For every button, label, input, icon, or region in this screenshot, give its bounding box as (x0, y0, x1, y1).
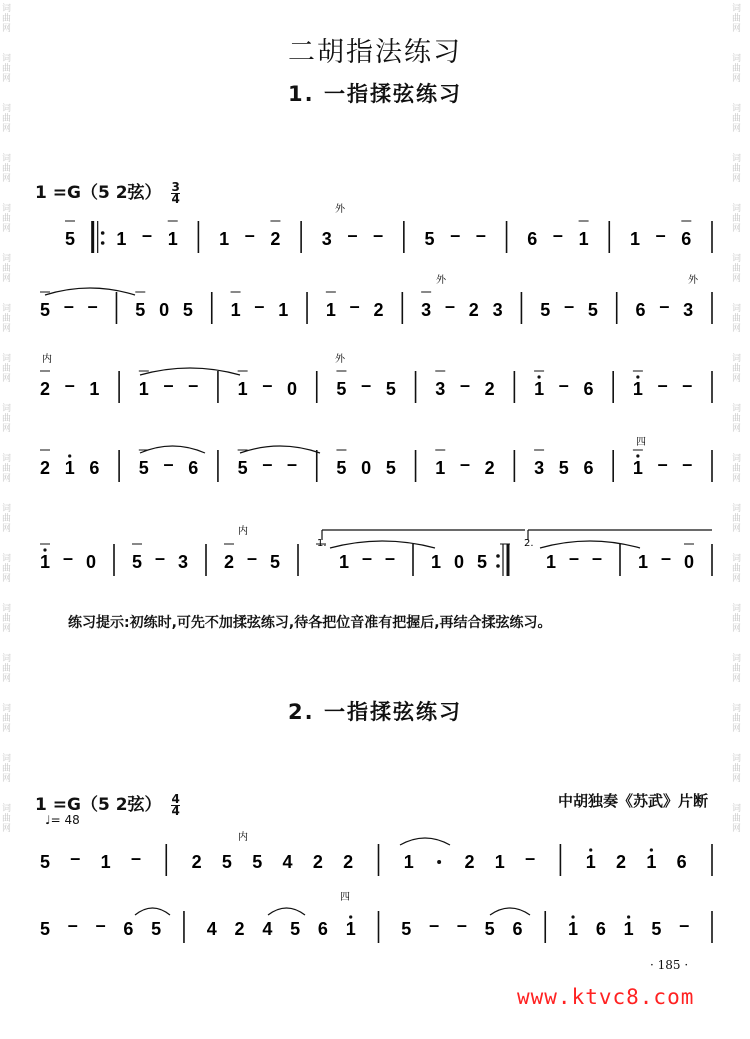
s1-r2-t3-dash: – (87, 296, 98, 316)
s1-finger-mark-2: 外 (688, 275, 698, 286)
s2-tie-d (490, 908, 530, 915)
s1-r1-t4-dash: – (142, 225, 153, 245)
s2-r1-t21-high-dot (650, 848, 653, 851)
s2-r2-t18-note: 6 (512, 919, 523, 939)
s1-r1-t8-dash: – (244, 225, 255, 245)
s1-r5-t13-volta-label: 1. (317, 538, 327, 549)
s1-tie-d (240, 446, 320, 453)
s1-r5-t28-dash: – (660, 548, 672, 568)
s2-r2-t24-dash: – (679, 915, 690, 935)
s1-r5-t18-note: 1 (430, 552, 442, 572)
watermark-left: 词 曲 网 词 曲 网 词 曲 网 词 曲 网 词 曲 网 词 曲 网 词 曲 网 词 曲 网 词 曲 网 词 曲 网 词 曲 网 词 曲 网 词 曲 网 词 曲 网 词 曲 网 词 曲 网 词 曲 网 (2, 4, 12, 834)
s1-r2-t24-note: 5 (587, 300, 598, 320)
s2-r2-t1-note: 5 (39, 919, 51, 939)
s1-r4-t27-dash: – (682, 454, 693, 474)
s2-r1-t11-note: 2 (343, 852, 354, 872)
s1-r3-t6-dash: – (163, 375, 174, 395)
s1-r3-t26-dash: – (657, 375, 668, 395)
s1-r4-t25-note-high: 1 (632, 458, 643, 478)
s1-r3-t2-dash: – (64, 375, 75, 395)
s1-r5-t16-dash: – (384, 548, 396, 568)
s1-r3-t25-note-high: 1 (632, 379, 643, 399)
s1-r4-t17-note: 1 (435, 458, 446, 478)
s1-r4-t23-note: 6 (583, 458, 594, 478)
s1-tie-f (540, 541, 640, 548)
s1-r5-t9-note: 2 (223, 552, 235, 572)
s2-r1-t19-note-high: 1 (585, 852, 596, 872)
section1-key-text: 1 =G（5 2弦） (35, 183, 162, 203)
s1-r2-t2-dash: – (63, 296, 74, 316)
s1-r5-t20-note: 5 (476, 552, 488, 572)
s1-r1-t13-dash: – (373, 225, 384, 245)
s2-r2-t11-note: 6 (317, 919, 328, 939)
s1-r2-t18-dash: – (444, 296, 455, 316)
s1-r4-t7-note: 6 (188, 458, 199, 478)
site-watermark: www.ktvc8.com (517, 985, 695, 1009)
s1-r2-t26-note: 6 (635, 300, 646, 320)
s1-r1-t19-note: 6 (527, 229, 538, 249)
s1-r4-t25-high-dot (636, 454, 639, 457)
s1-r2-t1-note: 5 (39, 300, 51, 320)
s1-tie-e (330, 541, 435, 548)
s1-r5-t29-note: 0 (683, 552, 695, 572)
s2-r1-t6-note: 2 (191, 852, 202, 872)
piece-source: 中胡独奏《苏武》片断 (557, 792, 708, 810)
s1-r2-t10-dash: – (254, 296, 265, 316)
s1-finger-mark-4: 外 (335, 354, 345, 365)
s1-r1-t24-dash: – (655, 225, 666, 245)
s1-r1-t9-note: 2 (270, 229, 281, 249)
s1-r1-t2-repeat-dot (101, 241, 105, 245)
s1-r3-t5-note: 1 (138, 379, 149, 399)
s1-r3-t10-dash: – (262, 375, 273, 395)
s2-r1-t10-note: 2 (312, 852, 323, 872)
s1-r2-t6-note: 0 (159, 300, 170, 320)
s1-r3-t22-dash: – (558, 375, 569, 395)
s2-r1-t2-dash: – (70, 848, 81, 868)
s1-r5-t1-high-dot (43, 548, 46, 551)
section2-key-text: 1 =G（5 2弦） (35, 795, 162, 815)
s1-r4-t9-note: 5 (237, 458, 248, 478)
s1-r2-t5-note: 5 (135, 300, 146, 320)
s1-r5-t3-note: 0 (85, 552, 97, 572)
s2-r2-t20-note-high: 1 (568, 919, 579, 939)
s1-r3-t17-note: 3 (435, 379, 446, 399)
s1-r5-t6-dash: – (154, 548, 166, 568)
section2-time-top: 4 (171, 791, 180, 806)
s1-r1-t12-dash: – (347, 225, 358, 245)
s2-tie-a (400, 838, 450, 845)
s1-r1-t7-note: 1 (219, 229, 230, 249)
s1-r5-t10-dash: – (246, 548, 258, 568)
s1-r2-t7-note: 5 (182, 300, 193, 320)
s1-r5-t27-note: 1 (637, 552, 649, 572)
s2-r1-t4-dash: – (130, 848, 141, 868)
s1-finger-mark-5: 内 (238, 526, 248, 537)
s2-r1-t21-note-high: 1 (646, 852, 657, 872)
s1-r3-t15-note: 5 (385, 379, 396, 399)
s1-r1-t16-dash: – (450, 225, 461, 245)
s1-r3-t9-note: 1 (237, 379, 248, 399)
s1-r5-t7-note: 3 (177, 552, 189, 572)
s1-r4-t1-note: 2 (39, 458, 51, 478)
s1-r1-t23-note: 1 (629, 229, 640, 249)
section2-title: 2. 一指揉弦练习 (288, 700, 462, 724)
s1-r3-t3-note: 1 (89, 379, 100, 399)
s1-r3-t21-high-dot (537, 375, 540, 378)
s1-r4-t2-high-dot (68, 454, 71, 457)
s1-r1-t25-note: 6 (681, 229, 692, 249)
s1-r3-t19-note: 2 (484, 379, 495, 399)
s1-finger-mark-3: 内 (42, 354, 52, 365)
s2-r1-t7-note: 5 (221, 852, 232, 872)
s2-r1-t14-dot (437, 860, 441, 864)
s1-r1-t17-dash: – (475, 225, 486, 245)
s1-r4-t5-note: 5 (138, 458, 149, 478)
s2-r1-t15-note: 2 (464, 852, 475, 872)
s1-r5-t11-note: 5 (269, 552, 281, 572)
s2-r2-t23-note: 5 (651, 919, 662, 939)
s2-finger-mark-0: 内 (238, 832, 248, 843)
s1-finger-mark-6: 四 (636, 437, 646, 448)
s1-r5-t21-repeat-dot (496, 554, 500, 558)
s2-finger-mark-1: 四 (340, 892, 350, 903)
s2-r1-t20-note: 2 (616, 852, 627, 872)
s1-r4-t26-dash: – (657, 454, 668, 474)
s1-r4-t21-note: 3 (534, 458, 545, 478)
s1-r4-t10-dash: – (262, 454, 273, 474)
s1-r5-t19-note: 0 (453, 552, 465, 572)
practice-tip: 练习提示:初练时,可先不加揉弦练习,待各把位音准有把握后,再结合揉弦练习。 (68, 615, 552, 631)
s1-r1-t1-note: 5 (64, 229, 76, 249)
s1-finger-mark-0: 外 (335, 204, 345, 215)
s2-r2-t4-note: 6 (123, 919, 134, 939)
s1-r5-t25-dash: – (591, 548, 603, 568)
page-number: · 185 · (650, 958, 689, 972)
section1-time-top: 3 (171, 179, 180, 194)
s2-r2-t12-high-dot (349, 915, 352, 918)
s1-r5-t14-note: 1 (338, 552, 350, 572)
s1-r1-t11-note: 3 (321, 229, 332, 249)
s2-r1-t19-high-dot (589, 848, 592, 851)
s2-r2-t20-high-dot (571, 915, 574, 918)
s1-r2-t15-note: 2 (373, 300, 384, 320)
s1-r3-t14-dash: – (361, 375, 372, 395)
s1-finger-mark-1: 外 (436, 275, 446, 286)
s2-r2-t9-note: 4 (262, 919, 273, 939)
s2-r1-t17-dash: – (525, 848, 536, 868)
s1-r3-t27-dash: – (682, 375, 693, 395)
s1-r4-t14-note: 0 (361, 458, 372, 478)
s1-tie-c (140, 446, 205, 453)
s2-r2-t17-note: 5 (484, 919, 495, 939)
s1-r3-t25-high-dot (636, 375, 639, 378)
s2-r2-t14-note: 5 (401, 919, 412, 939)
s1-r2-t17-note: 3 (421, 300, 432, 320)
s1-r5-t21-repeat-dot (496, 564, 500, 568)
tempo-marking: ♩= 48 (45, 813, 80, 827)
s1-r4-t22-note: 5 (558, 458, 569, 478)
s1-r5-t15-dash: – (361, 548, 373, 568)
s1-r3-t7-dash: – (188, 375, 199, 395)
s2-r1-t1-note: 5 (39, 852, 51, 872)
s1-r2-t28-note: 3 (683, 300, 694, 320)
section1-title: 1. 一指揉弦练习 (288, 82, 462, 106)
s1-r5-t23-note: 1 (545, 552, 557, 572)
s1-r2-t23-dash: – (564, 296, 575, 316)
s1-r4-t13-note: 5 (336, 458, 347, 478)
s2-r1-t9-note: 4 (282, 852, 293, 872)
s2-r2-t12-note-high: 1 (345, 919, 356, 939)
s1-r4-t6-dash: – (163, 454, 174, 474)
s1-r1-t21-note: 1 (578, 229, 589, 249)
s2-r2-t15-dash: – (429, 915, 440, 935)
s1-r1-t15-note: 5 (424, 229, 435, 249)
s1-r2-t19-note: 2 (468, 300, 479, 320)
s2-r1-t13-note: 1 (403, 852, 414, 872)
s1-r2-t27-dash: – (659, 296, 670, 316)
section2-time-bottom: 4 (171, 803, 180, 818)
s1-r3-t21-note-high: 1 (534, 379, 545, 399)
s1-r2-t11-note: 1 (278, 300, 289, 320)
s2-r2-t10-note: 5 (290, 919, 301, 939)
s1-r4-t11-dash: – (287, 454, 298, 474)
s1-r1-t5-note: 1 (167, 229, 178, 249)
s1-r3-t11-note: 0 (287, 379, 298, 399)
watermark-right: 词 曲 网 词 曲 网 词 曲 网 词 曲 网 词 曲 网 词 曲 网 词 曲 网 词 曲 网 词 曲 网 词 曲 网 词 曲 网 词 曲 网 词 曲 网 词 曲 网 词 曲 网 词 曲 网 词 曲 网 (732, 4, 742, 834)
s1-r5-t22-volta-label: 2. (524, 538, 534, 549)
s2-r2-t22-note-high: 1 (623, 919, 634, 939)
s2-r1-t3-note: 1 (100, 852, 111, 872)
s1-r4-t15-note: 5 (385, 458, 396, 478)
s2-r2-t7-note: 4 (206, 919, 217, 939)
s1-r3-t1-note: 2 (39, 379, 51, 399)
s2-r2-t16-dash: – (456, 915, 467, 935)
s1-r2-t20-note: 3 (492, 300, 503, 320)
s1-r4-t18-dash: – (459, 454, 470, 474)
s1-r2-t22-note: 5 (540, 300, 551, 320)
s1-r1-t3-note: 1 (116, 229, 127, 249)
page-title: 二胡指法练习 (288, 37, 462, 68)
s1-r2-t13-note: 1 (325, 300, 336, 320)
section1-time-bottom: 4 (171, 191, 180, 206)
s1-r1-t2-repeat-dot (101, 231, 105, 235)
s1-r4-t19-note: 2 (484, 458, 495, 478)
s2-r2-t21-note: 6 (595, 919, 606, 939)
s1-r3-t18-dash: – (459, 375, 470, 395)
s2-r2-t8-note: 2 (234, 919, 245, 939)
s2-r1-t8-note: 5 (252, 852, 263, 872)
s1-r2-t9-note: 1 (230, 300, 241, 320)
s1-r5-t24-dash: – (568, 548, 580, 568)
s2-tie-c (268, 908, 305, 915)
s1-r5-t2-dash: – (62, 548, 74, 568)
s2-r2-t2-dash: – (67, 915, 78, 935)
s2-r2-t22-high-dot (627, 915, 630, 918)
s1-r4-t2-note-high: 1 (64, 458, 75, 478)
s1-tie-b (140, 368, 240, 375)
s2-r2-t5-note: 5 (151, 919, 162, 939)
s2-r1-t16-note: 1 (494, 852, 505, 872)
s2-r2-t3-dash: – (95, 915, 106, 935)
s1-tie-a (45, 288, 135, 295)
s2-tie-b (135, 908, 170, 915)
s1-r3-t23-note: 6 (583, 379, 594, 399)
s1-r2-t14-dash: – (349, 296, 360, 316)
s1-r5-t5-note: 5 (131, 552, 143, 572)
s2-r1-t22-note: 6 (676, 852, 687, 872)
s1-r1-t20-dash: – (552, 225, 563, 245)
s1-r4-t3-note: 6 (89, 458, 100, 478)
s1-r5-t1-note-high: 1 (39, 552, 51, 572)
s1-r3-t13-note: 5 (336, 379, 347, 399)
